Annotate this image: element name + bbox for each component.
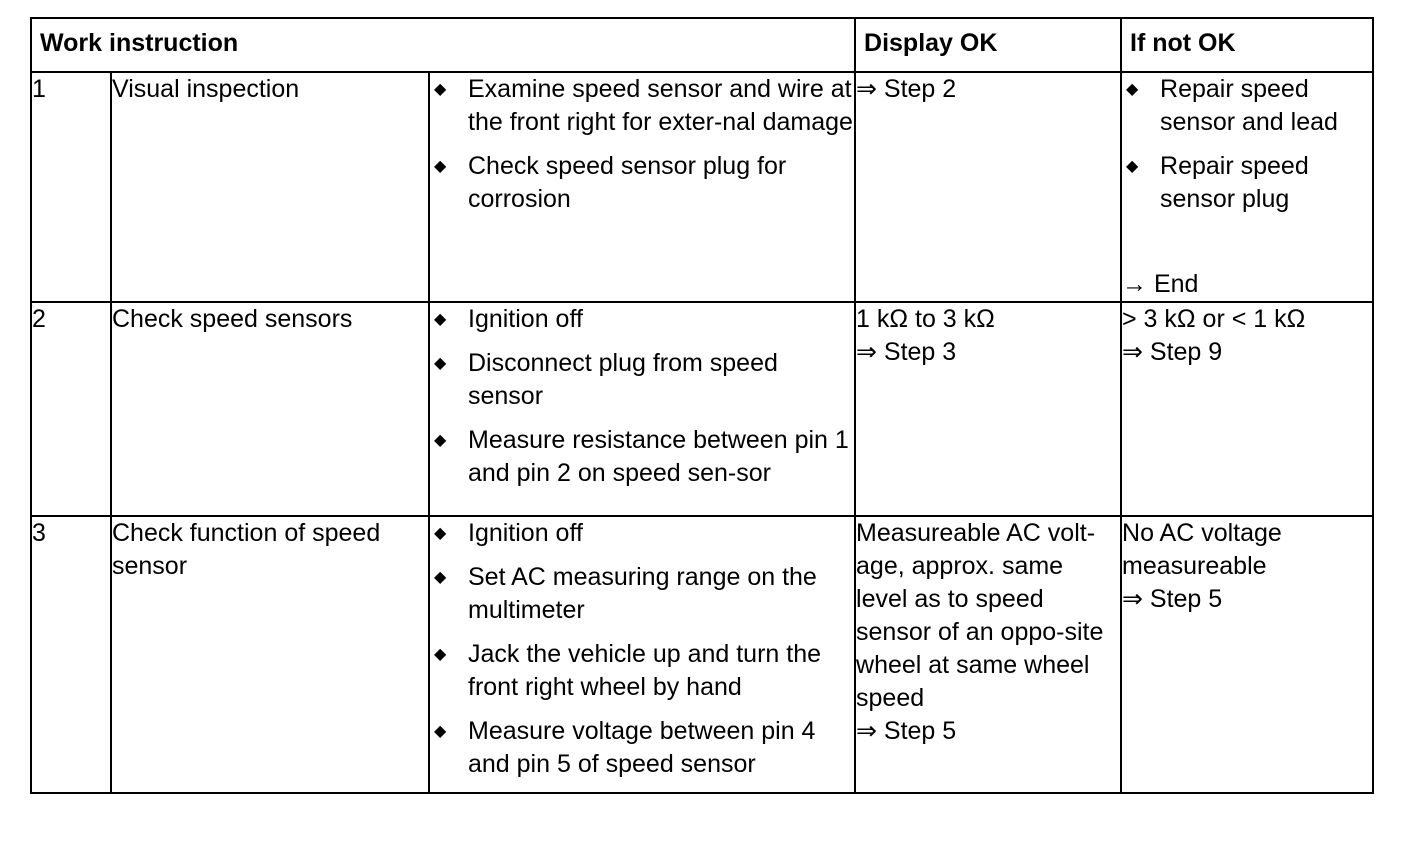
diamond-bullet-icon: ◆ (1126, 81, 1139, 98)
display-ok-line: 1 kΩ to 3 kΩ (856, 305, 995, 333)
display-ok-cell (855, 72, 1121, 302)
diamond-bullet-icon: ◆ (434, 81, 447, 98)
end-marker: → End (1122, 270, 1199, 298)
if-not-ok-line: ⇒ Step 9 (1122, 338, 1223, 366)
header-work-instruction: Work instruction (31, 18, 855, 72)
step-instructions (429, 516, 855, 793)
list-item: ◆ Check speed sensor plug for corrosion (434, 152, 787, 213)
diamond-bullet-icon: ◆ (434, 158, 447, 175)
header-if-not-ok: If not OK (1121, 18, 1373, 72)
table-row (31, 516, 1373, 793)
diamond-bullet-icon: ◆ (434, 355, 447, 372)
list-item: ◆ Jack the vehicle up and turn the front right wheel by hand (434, 640, 822, 701)
if-not-ok-line: ⇒ Step 5 (1122, 585, 1223, 613)
header-display-ok: Display OK (855, 18, 1121, 72)
display-ok-line: ⇒ Step 5 (856, 717, 957, 745)
diamond-bullet-icon: ◆ (434, 569, 447, 586)
if-not-ok-line: > 3 kΩ or < 1 kΩ (1122, 305, 1306, 333)
display-ok-cell (855, 516, 1121, 793)
list-item: ◆ Repair speed sensor plug (1126, 152, 1309, 213)
diamond-bullet-icon: ◆ (1126, 158, 1139, 175)
if-not-ok-cell (1121, 302, 1373, 516)
diamond-bullet-icon: ◆ (434, 311, 447, 328)
step-instructions (429, 72, 855, 302)
step-title: Check speed sensors (111, 302, 429, 516)
display-ok-cell (855, 302, 1121, 516)
list-item: ◆ Set AC measuring range on the multimeter (434, 563, 817, 624)
display-ok-line: Measureable AC volt-age, approx. same level as to speed sensor of an oppo-site wheel at same wheel speed (856, 519, 1104, 712)
step-number: 3 (31, 516, 111, 793)
diamond-bullet-icon: ◆ (434, 525, 447, 542)
step-number: 1 (31, 72, 111, 302)
header-row (31, 18, 1373, 72)
diamond-bullet-icon: ◆ (434, 432, 447, 449)
display-ok-line: ⇒ Step 2 (856, 75, 957, 103)
step-title: Check function of speed sensor (111, 516, 429, 793)
if-not-ok-line: No AC voltage measureable (1122, 519, 1282, 580)
list-item: ◆ Examine speed sensor and wire at the front right for exter-nal damage (434, 75, 853, 136)
work-instruction-table (30, 17, 1374, 794)
if-not-ok-cell (1121, 72, 1373, 302)
table-row (31, 302, 1373, 516)
display-ok-line: ⇒ Step 3 (856, 338, 957, 366)
list-item: ◆ Measure voltage between pin 4 and pin 5 of speed sensor (434, 717, 816, 778)
table-row (31, 72, 1373, 302)
list-item: ◆ Disconnect plug from speed sensor (434, 349, 778, 410)
list-item: ◆ Ignition off (430, 517, 854, 550)
if-not-ok-cell (1121, 516, 1373, 793)
list-item: ◆ Ignition off (430, 303, 854, 336)
diamond-bullet-icon: ◆ (434, 723, 447, 740)
list-item: ◆ Measure resistance between pin 1 and pin 2 on speed sen-sor (434, 426, 849, 487)
diamond-bullet-icon: ◆ (434, 646, 447, 663)
step-title: Visual inspection (111, 72, 429, 302)
step-instructions (429, 302, 855, 516)
step-number: 2 (31, 302, 111, 516)
list-item: ◆ Repair speed sensor and lead (1126, 75, 1338, 136)
